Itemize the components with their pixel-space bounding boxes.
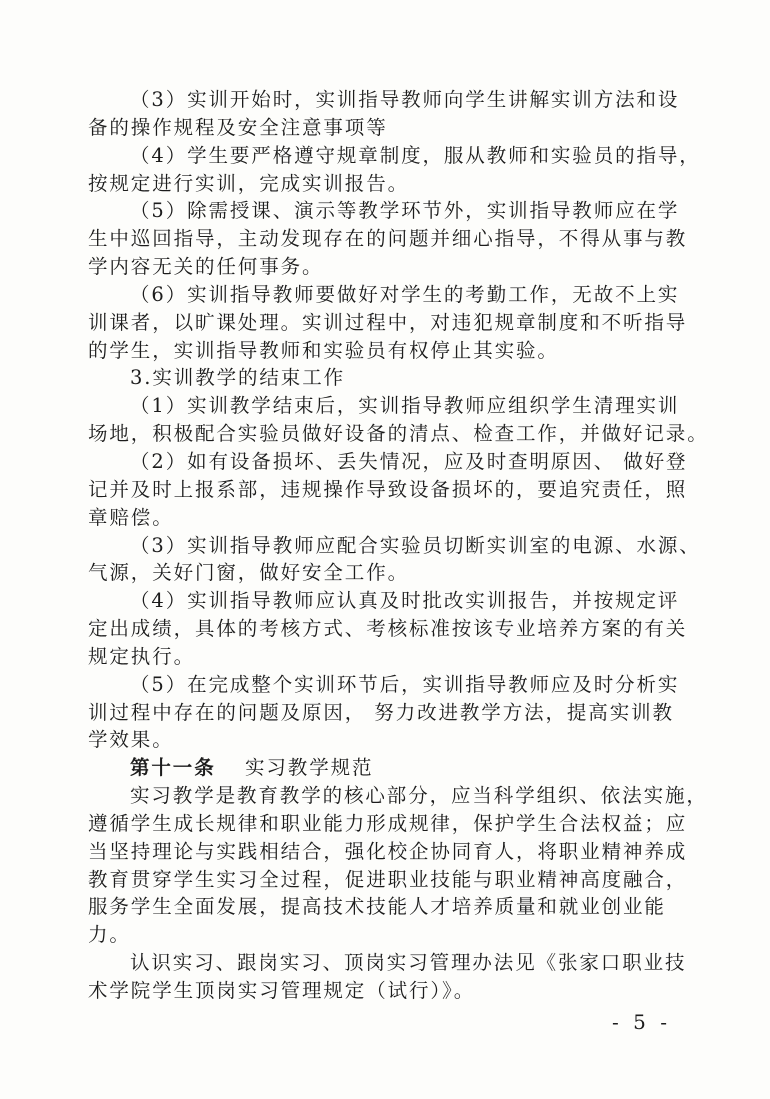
text-line: 训过程中存在的问题及原因， 努力改进教学方法，提高实训教 xyxy=(88,701,674,724)
section-heading: 3.实训教学的结束工作 xyxy=(130,366,346,389)
text-line: 遵循学生成长规律和职业能力形成规律，保护学生合法权益；应 xyxy=(88,812,688,835)
text-line: 认识实习、跟岗实习、顶岗实习管理办法见《张家口职业技 xyxy=(130,951,687,974)
text-line: 当坚持理论与实践相结合，强化校企协同育人，将职业精神养成 xyxy=(88,840,688,863)
text-line: 气源，关好门窗，做好安全工作。 xyxy=(88,561,410,584)
text-line: （1）实训教学结束后，实训指导教师应组织学生清理实训 xyxy=(130,394,680,417)
text-line: 章赔偿。 xyxy=(88,506,174,529)
text-line: 按规定进行实训，完成实训报告。 xyxy=(88,172,410,195)
text-line: 记并及时上报系部，违规操作导致设备损坏的，要追究责任，照 xyxy=(88,478,688,501)
text-line: 服务学生全面发展，提高技术技能人才培养质量和就业创业能 xyxy=(88,895,666,918)
text-line: （6）实训指导教师要做好对学生的考勤工作，无故不上实 xyxy=(130,283,680,306)
text-line: 学效果。 xyxy=(88,728,174,751)
text-line: 术学院学生顶岗实习管理规定（试行）》。 xyxy=(88,979,476,1002)
text-line: 力。 xyxy=(88,923,131,946)
text-line: （4）学生要严格遵守规章制度，服从教师和实验员的指导， xyxy=(130,144,701,167)
text-line: 训课者，以旷课处理。实训过程中，对违犯规章制度和不听指导 xyxy=(88,311,688,334)
text-line: 实习教学是教育教学的核心部分，应当科学组织、依法实施， xyxy=(130,784,708,807)
page-number: - 5 - xyxy=(612,1010,671,1034)
text-line: 的学生，实训指导教师和实验员有权停止其实验。 xyxy=(88,339,559,362)
text-line: 备的操作规程及安全注意事项等 xyxy=(88,116,388,139)
text-line: （2）如有设备损坏、丢失情况，应及时查明原因、 做好登 xyxy=(130,450,688,473)
text-line: 场地，积极配合实验员做好设备的清点、检查工作，并做好记录。 xyxy=(88,422,709,445)
text-line: 教育贯穿学生实习全过程，促进职业技能与职业精神高度融合， xyxy=(88,868,688,891)
text-line: 规定执行。 xyxy=(88,645,196,668)
text-line: 定出成绩，具体的考核方式、考核标准按该专业培养方案的有关 xyxy=(88,617,688,640)
text-line: （5）除需授课、演示等教学环节外，实训指导教师应在学 xyxy=(130,199,680,222)
text-line: （3）实训指导教师应配合实验员切断实训室的电源、水源、 xyxy=(130,534,701,557)
text-line: 生中巡回指导，主动发现存在的问题并细心指导，不得从事与教 xyxy=(88,227,688,250)
article-heading: 第十一条 xyxy=(130,756,216,779)
text-line: （3）实训开始时，实训指导教师向学生讲解实训方法和设 xyxy=(130,88,680,111)
article-title: 实习教学规范 xyxy=(245,756,374,779)
text-line: （4）实训指导教师应认真及时批改实训报告，并按规定评 xyxy=(130,589,680,612)
text-line: （5）在完成整个实训环节后，实训指导教师应及时分析实 xyxy=(130,673,680,696)
text-line: 学内容无关的任何事务。 xyxy=(88,255,324,278)
